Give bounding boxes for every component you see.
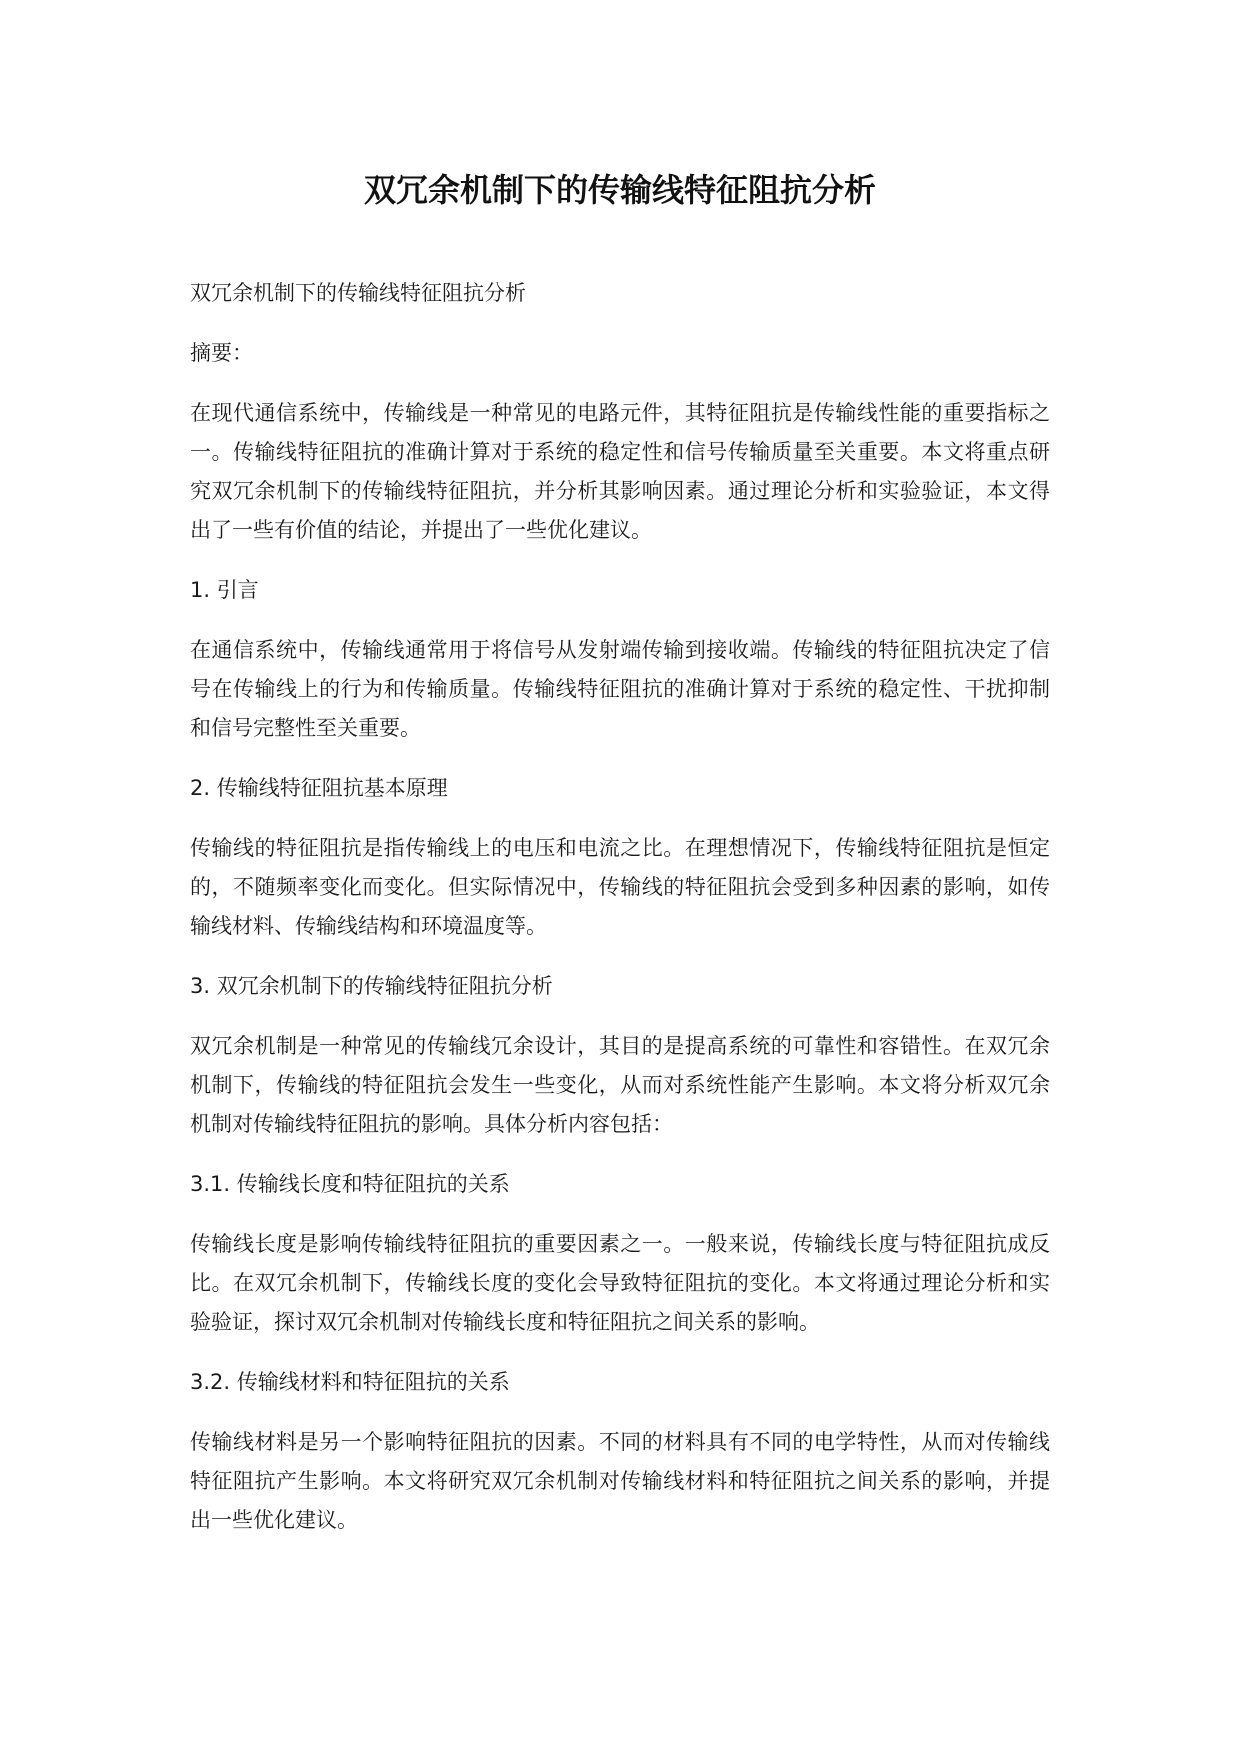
section-text-3: 双冗余机制是一种常见的传输线冗余设计，其目的是提高系统的可靠性和容错性。在双冗余机制下，传输线的特征阻抗会发生一些变化，从而对系统性能产生影响。本文将分析双冗余机制对传输线特征阻抗的影响。具体分析内容包括： — [190, 1033, 1050, 1136]
section-text-3-2: 传输线材料是另一个影响特征阻抗的因素。不同的材料具有不同的电学特性，从而对传输线特征阻抗产生影响。本文将研究双冗余机制对传输线材料和特征阻抗之间关系的影响，并提出一些优化建议。 — [190, 1429, 1050, 1532]
abstract-text: 在现代通信系统中，传输线是一种常见的电路元件，其特征阻抗是传输线性能的重要指标之一。传输线特征阻抗的准确计算对于系统的稳定性和信号传输质量至关重要。本文将重点研究双冗余机制下的传输线特征阻抗，并分析其影响因素。通过理论分析和实验验证，本文得出了一些有价值的结论，并提出了一些优化建议。 — [190, 400, 1050, 542]
section-text-1: 在通信系统中，传输线通常用于将信号从发射端传输到接收端。传输线的特征阻抗决定了信号在传输线上的行为和传输质量。传输线特征阻抗的准确计算对于系统的稳定性、干扰抑制和信号完整性至关重要。 — [190, 637, 1050, 740]
document-subtitle: 双冗余机制下的传输线特征阻抗分析 — [190, 280, 526, 305]
section-heading-3: 3. 双冗余机制下的传输线特征阻抗分析 — [190, 973, 553, 998]
section-heading-1: 1. 引言 — [190, 577, 259, 602]
section-heading-3-2: 3.2. 传输线材料和特征阻抗的关系 — [190, 1369, 510, 1394]
section-heading-3-1: 3.1. 传输线长度和特征阻抗的关系 — [190, 1171, 510, 1196]
section-text-2: 传输线的特征阻抗是指传输线上的电压和电流之比。在理想情况下，传输线特征阻抗是恒定的，不随频率变化而变化。但实际情况中，传输线的特征阻抗会受到多种因素的影响，如传输线材料、传输线结构和环境温度等。 — [190, 835, 1050, 938]
abstract-label: 摘要： — [190, 340, 253, 365]
document-page — [190, 170, 1050, 1561]
document-title: 双冗余机制下的传输线特征阻抗分析 — [363, 171, 876, 209]
section-heading-2: 2. 传输线特征阻抗基本原理 — [190, 775, 448, 800]
section-text-3-1: 传输线长度是影响传输线特征阻抗的重要因素之一。一般来说，传输线长度与特征阻抗成反比。在双冗余机制下，传输线长度的变化会导致特征阻抗的变化。本文将通过理论分析和实验验证，探讨双冗余机制对传输线长度和特征阻抗之间关系的影响。 — [190, 1231, 1050, 1334]
